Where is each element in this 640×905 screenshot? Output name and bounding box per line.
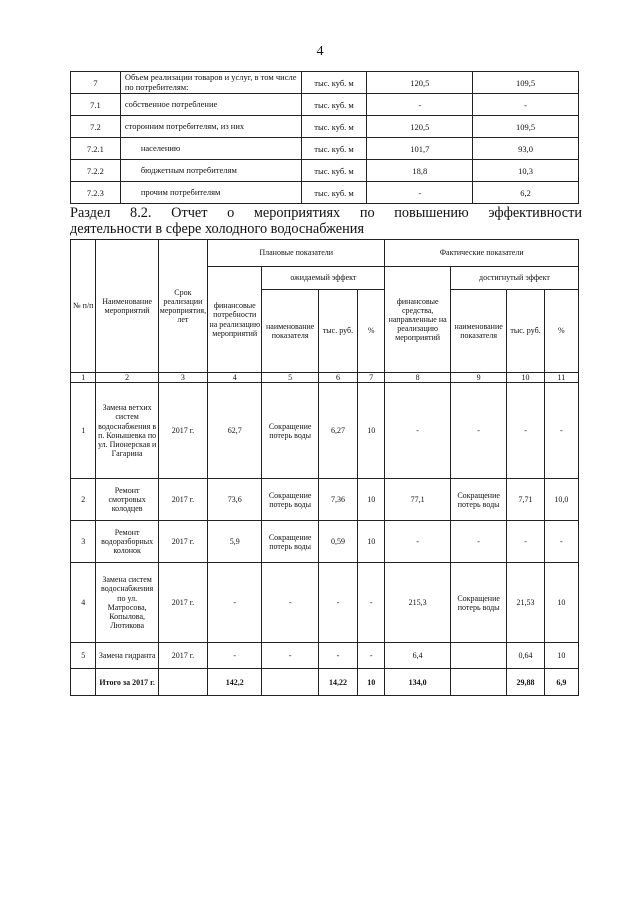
column-index: 11 <box>544 373 578 383</box>
volume-row <box>71 116 579 138</box>
total-label: Итого за 2017 г. <box>96 669 158 696</box>
header-planned-rub: тыс. руб. <box>318 290 357 373</box>
planned-rub: 7,36 <box>318 479 357 521</box>
measure-row <box>71 563 579 643</box>
actual-rub: 0,64 <box>507 643 544 669</box>
measure-number: 5 <box>71 643 96 669</box>
measure-number: 4 <box>71 563 96 643</box>
column-index: 1 <box>71 373 96 383</box>
total-term <box>158 669 207 696</box>
measure-name: Ремонт смотровых колодцев <box>96 479 158 521</box>
total-planned-indicator <box>262 669 318 696</box>
column-index: 9 <box>450 373 506 383</box>
measure-term: 2017 г. <box>158 479 207 521</box>
column-index: 2 <box>96 373 158 383</box>
planned-finance: - <box>208 643 262 669</box>
row-value-actual: 10,3 <box>473 160 579 182</box>
volume-row <box>71 72 579 94</box>
header-no: № п/п <box>71 240 96 373</box>
row-unit: тыс. куб. м <box>301 160 367 182</box>
row-unit: тыс. куб. м <box>301 94 367 116</box>
column-index: 3 <box>158 373 207 383</box>
row-number: 7.1 <box>71 94 121 116</box>
measure-term: 2017 г. <box>158 563 207 643</box>
measure-row <box>71 479 579 521</box>
actual-pct: 10 <box>544 643 578 669</box>
actual-indicator: - <box>450 521 506 563</box>
column-index: 6 <box>318 373 357 383</box>
header-actual-pct: % <box>544 290 578 373</box>
total-actual-finance: 134,0 <box>385 669 451 696</box>
actual-finance: 6,4 <box>385 643 451 669</box>
header-planned-finance: финансовые потребности на реализацию мероприятий <box>208 267 262 373</box>
volume-row <box>71 182 579 204</box>
column-index-row <box>71 373 579 383</box>
row-number: 7.2.3 <box>71 182 121 204</box>
header-planned-pct: % <box>358 290 385 373</box>
header-planned: Плановые показатели <box>208 240 385 267</box>
header-expected-effect: ожидаемый эффект <box>262 267 385 290</box>
section-title <box>70 205 582 237</box>
volume-row <box>71 94 579 116</box>
measure-term: 2017 г. <box>158 643 207 669</box>
row-value-plan: 120,5 <box>367 72 473 94</box>
efficiency-table-header <box>71 240 579 383</box>
measure-row <box>71 383 579 479</box>
volume-table-body <box>71 72 579 204</box>
planned-pct: 10 <box>358 521 385 563</box>
column-index: 4 <box>208 373 262 383</box>
row-name: Объем реализации товаров и услуг, в том числе по потребителям: <box>120 72 301 94</box>
section-title-line-2: деятельности в сфере холодного водоснабжения <box>70 221 365 237</box>
planned-pct: - <box>358 563 385 643</box>
row-number: 7 <box>71 72 121 94</box>
column-index: 10 <box>507 373 544 383</box>
measure-number: 3 <box>71 521 96 563</box>
row-name: собственное потребление <box>120 94 301 116</box>
header-planned-indicator: наименование показателя <box>262 290 318 373</box>
total-planned-finance: 142,2 <box>208 669 262 696</box>
row-value-actual: 6,2 <box>473 182 579 204</box>
planned-finance: 5,9 <box>208 521 262 563</box>
actual-indicator <box>450 643 506 669</box>
actual-pct: - <box>544 521 578 563</box>
row-number: 7.2.2 <box>71 160 121 182</box>
planned-pct: 10 <box>358 383 385 479</box>
planned-indicator: Сокращение потерь воды <box>262 521 318 563</box>
row-value-actual: 109,5 <box>473 116 579 138</box>
total-no <box>71 669 96 696</box>
row-number: 7.2.1 <box>71 138 121 160</box>
actual-rub: 21,53 <box>507 563 544 643</box>
row-value-actual: 93,0 <box>473 138 579 160</box>
measure-name: Замена ветхих систем водоснабжения в п. Конышевка по ул. Пионерская и Гагарина <box>96 383 158 479</box>
actual-finance: 77,1 <box>385 479 451 521</box>
header-actual: Фактические показатели <box>385 240 579 267</box>
row-value-actual: 109,5 <box>473 72 579 94</box>
planned-pct: 10 <box>358 479 385 521</box>
column-index: 7 <box>358 373 385 383</box>
page-number: 4 <box>316 44 324 59</box>
row-name: сторонним потребителям, из них <box>120 116 301 138</box>
efficiency-table-body <box>71 383 579 669</box>
measure-row <box>71 521 579 563</box>
actual-indicator: Сокращение потерь воды <box>450 479 506 521</box>
header-actual-finance: финансовые средства, направленные на реализацию мероприятий <box>385 267 451 373</box>
measure-term: 2017 г. <box>158 383 207 479</box>
actual-pct: 10 <box>544 563 578 643</box>
planned-indicator: Сокращение потерь воды <box>262 479 318 521</box>
total-planned-pct: 10 <box>358 669 385 696</box>
measure-row <box>71 643 579 669</box>
header-actual-indicator: наименование показателя <box>450 290 506 373</box>
planned-rub: 6,27 <box>318 383 357 479</box>
planned-indicator: Сокращение потерь воды <box>262 383 318 479</box>
header-name: Наименование мероприятий <box>96 240 158 373</box>
actual-finance: - <box>385 521 451 563</box>
header-term: Срок реализации мероприятия, лет <box>158 240 207 373</box>
planned-finance: 73,6 <box>208 479 262 521</box>
row-value-plan: 101,7 <box>367 138 473 160</box>
planned-pct: - <box>358 643 385 669</box>
total-actual-indicator <box>450 669 506 696</box>
section-title-line-1: Раздел 8.2. Отчет о мероприятиях по повышению эффективности <box>70 205 582 221</box>
measure-name: Ремонт водоразборных колонок <box>96 521 158 563</box>
measure-number: 2 <box>71 479 96 521</box>
actual-indicator: Сокращение потерь воды <box>450 563 506 643</box>
row-value-plan: - <box>367 94 473 116</box>
planned-rub: - <box>318 563 357 643</box>
actual-finance: - <box>385 383 451 479</box>
actual-rub: - <box>507 521 544 563</box>
planned-rub: - <box>318 643 357 669</box>
row-number: 7.2 <box>71 116 121 138</box>
measure-number: 1 <box>71 383 96 479</box>
actual-pct: - <box>544 383 578 479</box>
row-value-plan: - <box>367 182 473 204</box>
planned-indicator: - <box>262 563 318 643</box>
row-unit: тыс. куб. м <box>301 116 367 138</box>
row-name: бюджетным потребителям <box>120 160 301 182</box>
column-index: 5 <box>262 373 318 383</box>
actual-pct: 10,0 <box>544 479 578 521</box>
actual-rub: - <box>507 383 544 479</box>
efficiency-measures-table <box>70 239 579 696</box>
actual-rub: 7,71 <box>507 479 544 521</box>
total-row <box>71 669 579 696</box>
row-unit: тыс. куб. м <box>301 182 367 204</box>
row-value-plan: 120,5 <box>367 116 473 138</box>
row-unit: тыс. куб. м <box>301 138 367 160</box>
row-name: прочим потребителям <box>120 182 301 204</box>
measure-term: 2017 г. <box>158 521 207 563</box>
row-unit: тыс. куб. м <box>301 72 367 94</box>
planned-indicator: - <box>262 643 318 669</box>
planned-finance: - <box>208 563 262 643</box>
column-index: 8 <box>385 373 451 383</box>
actual-finance: 215,3 <box>385 563 451 643</box>
total-actual-pct: 6,9 <box>544 669 578 696</box>
measure-name: Замена гидранта <box>96 643 158 669</box>
actual-indicator: - <box>450 383 506 479</box>
volume-row <box>71 138 579 160</box>
planned-finance: 62,7 <box>208 383 262 479</box>
row-value-plan: 18,8 <box>367 160 473 182</box>
row-value-actual: - <box>473 94 579 116</box>
planned-rub: 0,59 <box>318 521 357 563</box>
row-name: населению <box>120 138 301 160</box>
total-planned-rub: 14,22 <box>318 669 357 696</box>
volume-row <box>71 160 579 182</box>
header-actual-rub: тыс. руб. <box>507 290 544 373</box>
total-actual-rub: 29,88 <box>507 669 544 696</box>
header-achieved-effect: достигнутый эффект <box>450 267 578 290</box>
measure-name: Замена систем водоснабжения по ул. Матросова, Копылова, Лютикова <box>96 563 158 643</box>
volume-table <box>70 71 579 204</box>
